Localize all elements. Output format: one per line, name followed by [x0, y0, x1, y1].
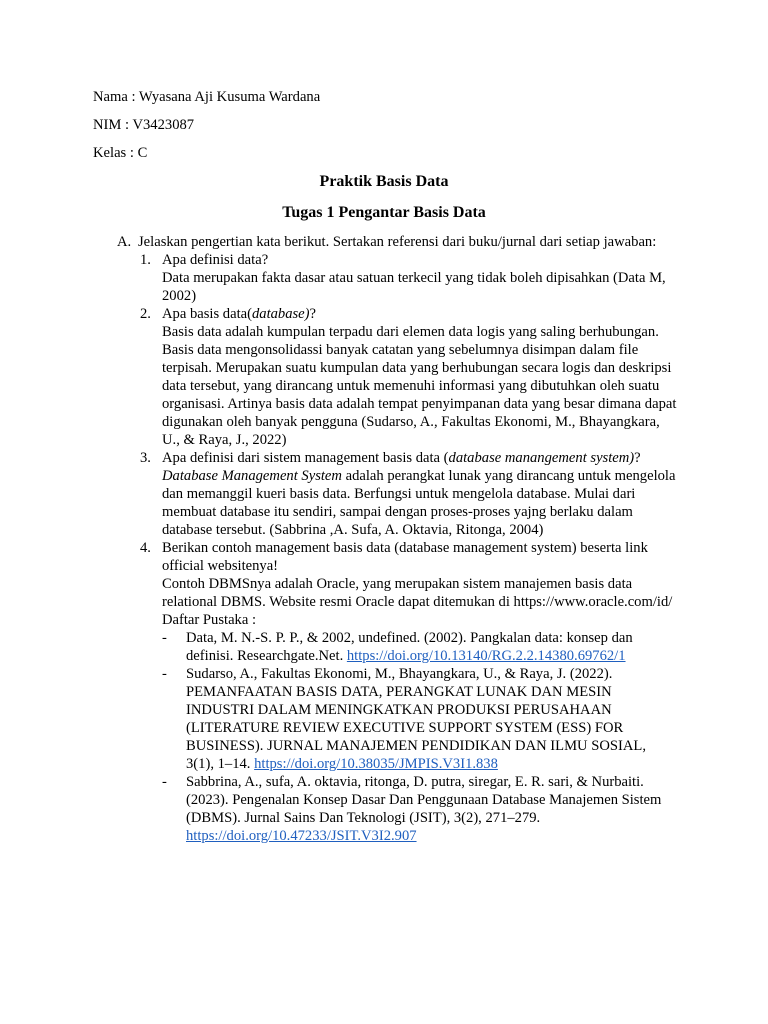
reference-link[interactable]: https://doi.org/10.13140/RG.2.2.14380.69762/1 — [346, 648, 626, 664]
references-heading: Daftar Pustaka : — [162, 612, 257, 628]
answer-text-italic: Database Management System — [162, 468, 342, 484]
reference-text: Sabbrina, A., sufa, A. oktavia, ritonga, D. putra, siregar, E. R. sari, & Nurbaiti. (2023). Pengenalan Konsep Dasar Dan Penggunaan Database Manajemen Sistem (DBMS). Jurnal Sains Dan Teknologi (JSIT), 3(2), 271–279. — [186, 774, 662, 826]
reference-item — [117, 773, 677, 845]
question-text-part: ? — [309, 306, 317, 322]
student-name: Nama : Wyasana Aji Kusuma Wardana — [93, 89, 321, 105]
section-a — [117, 233, 677, 845]
question-3 — [117, 449, 677, 539]
list-dash: - — [162, 666, 167, 682]
question-text-part: Apa definisi dari sistem management basis data ( — [162, 450, 449, 466]
question-text-part: Apa basis data( — [162, 306, 252, 322]
reference-link[interactable]: https://doi.org/10.47233/JSIT.V3I2.907 — [186, 828, 417, 844]
answer-text: Data merupakan fakta dasar atau satuan terkecil yang tidak boleh dipisahkan (Data M, 2002) — [162, 270, 666, 304]
question-text — [162, 305, 677, 323]
question-number: 4. — [140, 540, 151, 556]
reference-link[interactable]: https://doi.org/10.38035/JMPIS.V3I1.838 — [254, 756, 498, 772]
question-text-part: ? — [634, 450, 641, 466]
question-2 — [117, 305, 677, 449]
student-class: Kelas : C — [93, 145, 148, 161]
answer-text: Contoh DBMSnya adalah Oracle, yang merupakan sistem manajemen basis data relational DBMS. Website resmi Oracle dapat ditemukan di https://www.oracle.com/id/ — [162, 576, 673, 610]
question-text-italic: database manangement system) — [448, 450, 635, 466]
question-number: 1. — [140, 252, 151, 268]
question-text — [162, 449, 677, 467]
question-text: Apa definisi data? — [162, 252, 269, 268]
section-a-instruction — [117, 233, 677, 251]
section-marker: A. — [117, 234, 132, 250]
question-1 — [117, 251, 677, 305]
reference-text: Data, M. N.-S. P. P., & 2002, undefined. (2002). Pangkalan data: konsep dan definisi. Researchgate.Net. — [186, 630, 633, 664]
instruction-text: Jelaskan pengertian kata berikut. Sertakan referensi dari buku/jurnal dari setiap jawaban: — [138, 234, 657, 250]
question-text: Berikan contoh management basis data (database management system) beserta link official websitenya! — [162, 540, 648, 574]
list-dash: - — [162, 630, 167, 646]
question-number: 2. — [140, 306, 151, 322]
question-list — [117, 251, 677, 845]
document-subtitle: Tugas 1 Pengantar Basis Data — [282, 204, 486, 221]
question-4 — [117, 539, 677, 845]
reference-item — [117, 629, 677, 665]
answer-text: Basis data adalah kumpulan terpadu dari elemen data logis yang saling berhubungan. Basis data mengonsolidassi banyak catatan yang sebelumnya disimpan dalam file terpisah. Merupakan suatu kumpulan data yang berhubungan secara logis dan deskripsi data tersebut, yang dirancang untuk memenuhi informasi yang dibutuhkan oleh suatu organisasi. Artinya basis data adalah tempat penyimpanan data yang besar dimana dapat digunakan oleh banyak pengguna (Sudarso, A., Fakultas Ekonomi, M., Bhayangkara, U., & Raya, J., 2022) — [162, 324, 677, 448]
answer-text — [162, 467, 677, 539]
question-number: 3. — [140, 450, 151, 466]
answer-text-part: adalah perangkat lunak yang dirancang untuk mengelola dan memanggil kueri basis data. Berfungsi untuk mengelola database. Mulai dari membuat database itu sendiri, sampai dengan proses-proses yajng berlaku dalam database tersebut. (Sabbrina ,A. Sufa, A. Oktavia, Ritonga, 2004) — [162, 468, 676, 538]
question-text-italic: database) — [251, 306, 310, 322]
reference-text: Sudarso, A., Fakultas Ekonomi, M., Bhayangkara, U., & Raya, J. (2022). PEMANFAATAN BASIS DATA, PERANGKAT LUNAK DAN MESIN INDUSTRI DALAM MENINGKATKAN PRODUKSI PERUSAHAAN (LITERATURE REVIEW EXECUTIVE SUPPORT SYSTEM (ESS) FOR BUSINESS). JURNAL MANAJEMEN PENDIDIKAN DAN ILMU SOSIAL, 3(1), 1–14. — [186, 666, 646, 772]
list-dash: - — [162, 774, 167, 790]
reference-item — [117, 665, 677, 773]
document-title: Praktik Basis Data — [319, 173, 449, 190]
student-nim: NIM : V3423087 — [93, 117, 195, 133]
